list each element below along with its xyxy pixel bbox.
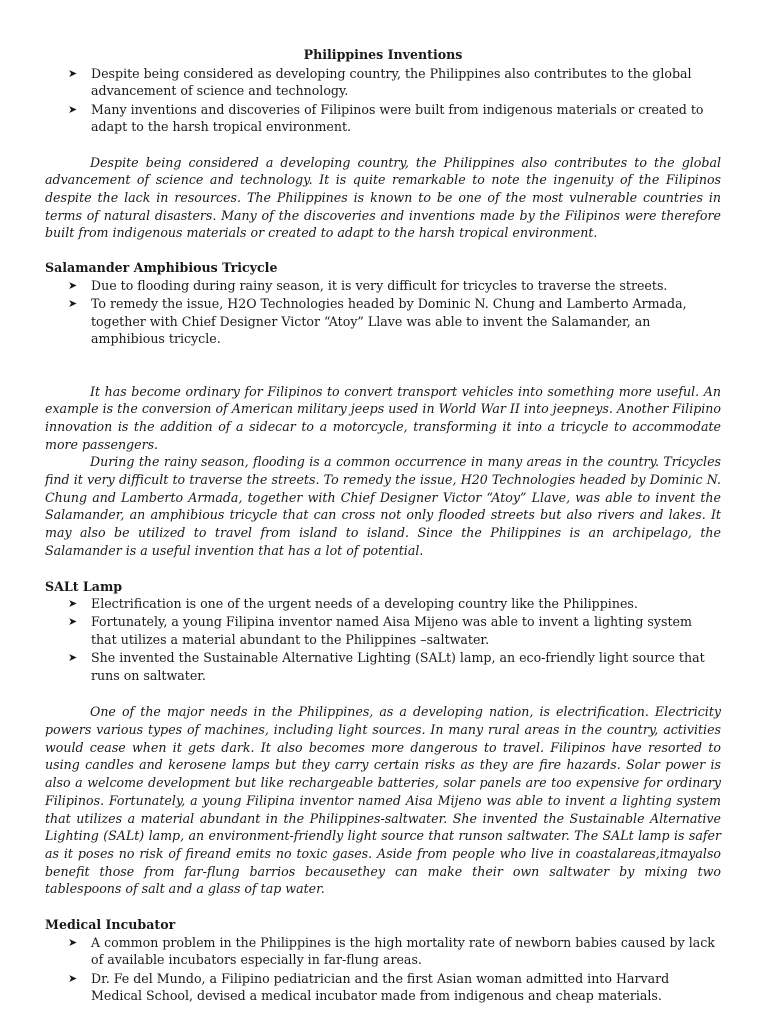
list-item <box>45 101 721 136</box>
incubator-bullet-list <box>45 934 721 1005</box>
list-item <box>45 277 721 295</box>
list-item <box>45 970 721 1005</box>
arrowhead-bullet-icon: ➤ <box>68 278 78 292</box>
arrowhead-bullet-icon: ➤ <box>68 102 78 116</box>
list-item <box>45 934 721 969</box>
list-item <box>45 295 721 348</box>
list-item <box>45 595 721 613</box>
list-item-text: Fortunately, a young Filipina inventor named Aisa Mijeno was able to invent a lighting system that utilizes a material abundant to the Philippines –saltwater. <box>91 614 692 648</box>
intro-paragraph: Despite being considered a developing country, the Philippines also contributes to the global advancement of science and technology. It is quite remarkable to note the ingenuity of the Filipinos despite the lack in resources. The Philippines is known to be one of the most vulnerable countries in terms of natural disasters. Many of the discoveries and inventions made by the Filipinos were therefore built from indigenous materials or created to adapt to the harsh tropical environment. <box>45 154 721 241</box>
section-heading-incubator: Medical Incubator <box>45 917 176 933</box>
list-item <box>45 65 721 100</box>
arrowhead-bullet-icon: ➤ <box>68 935 78 949</box>
salamander-bullet-list <box>45 277 721 348</box>
arrowhead-bullet-icon: ➤ <box>68 597 78 611</box>
document-page <box>45 46 721 1006</box>
page-title: Philippines Inventions <box>303 47 463 62</box>
list-item-text: She invented the Sustainable Alternative Lighting (SALt) lamp, an eco-friendly light source that runs on saltwater. <box>91 650 705 684</box>
section-heading-salamander: Salamander Amphibious Tricycle <box>45 260 278 276</box>
salamander-paragraph-2: During the rainy season, flooding is a common occurrence in many areas in the country. Tricycles find it very difficult to traverse the streets. To remedy the issue, H20 Technologies headed by Dominic N. Chung and Lamberto Armada, together with Chief Designer Victor “Atoy” Llave, was able to invent the Salamander, an amphibious tricycle that can cross not only flooded streets but also rivers and lakes. It may also be utilized to travel from island to island. Since the Philippines is an archipelago, the Salamander is a useful invention that has a lot of potential. <box>45 454 721 558</box>
arrowhead-bullet-icon: ➤ <box>68 615 78 629</box>
arrowhead-bullet-icon: ➤ <box>68 971 78 985</box>
list-item-text: Dr. Fe del Mundo, a Filipino pediatrician and the first Asian woman admitted into Harvard Medical School, devised a medical incubator made from indigenous and cheap materials. <box>91 970 670 1004</box>
intro-bullet-list <box>45 65 721 136</box>
list-item-text: Despite being considered as developing country, the Philippines also contributes to the global advancement of science and technology. <box>91 65 692 99</box>
list-item-text: Many inventions and discoveries of Filipinos were built from indigenous materials or created to adapt to the harsh tropical environment. <box>91 101 704 135</box>
arrowhead-bullet-icon: ➤ <box>68 651 78 665</box>
salamander-paragraph-1: It has become ordinary for Filipinos to convert transport vehicles into something more useful. An example is the conversion of American military jeeps used in World War II into jeepneys. Another Filipino innovation is the addition of a sidecar to a motorcycle, transforming it into a tricycle to accommodate more passengers. <box>45 383 721 452</box>
section-heading-salt-lamp: SALt Lamp <box>45 578 123 594</box>
list-item-text: To remedy the issue, H2O Technologies headed by Dominic N. Chung and Lamberto Armada, together with Chief Designer Victor “Atoy” Llave was able to invent the Salamander, an amphibious tricycle. <box>91 295 687 347</box>
list-item-text: Electrification is one of the urgent needs of a developing country like the Philippines. <box>91 596 638 612</box>
list-item-text: Due to flooding during rainy season, it is very difficult for tricycles to traverse the streets. <box>91 277 668 293</box>
list-item <box>45 649 721 684</box>
salt-lamp-paragraph: One of the major needs in the Philippines, as a developing nation, is electrification. Electricity powers various types of machines, including light sources. In many rural areas in the country, activities would cease when it gets dark. It also becomes more dangerous to travel. Filipinos have resorted to using candles and kerosene lamps but they carry certain risks as they are fire hazards. Solar power is also a welcome development but like rechargeable batteries, solar panels are too expensive for ordinary Filipinos. Fortunately, a young Filipina inventor named Aisa Mijeno was able to invent a lighting system that utilizes a material abundant in the Philippines-saltwater. She invented the Sustainable Alternative Lighting (SALt) lamp, an environment-friendly light source that runson saltwater. The SALt lamp is safer as it poses no risk of fireand emits no toxic gases. Aside from people who live in coastalareas,itmayalso benefit those from far-flung barrios becausethey can make their own saltwater by mixing two tablespoons of salt and a glass of tap water. <box>45 704 721 897</box>
arrowhead-bullet-icon: ➤ <box>68 296 78 310</box>
arrowhead-bullet-icon: ➤ <box>68 66 78 80</box>
list-item <box>45 613 721 648</box>
salt-lamp-bullet-list <box>45 595 721 685</box>
list-item-text: A common problem in the Philippines is the high mortality rate of newborn babies caused by lack of available incubators especially in far-flung areas. <box>91 934 715 968</box>
